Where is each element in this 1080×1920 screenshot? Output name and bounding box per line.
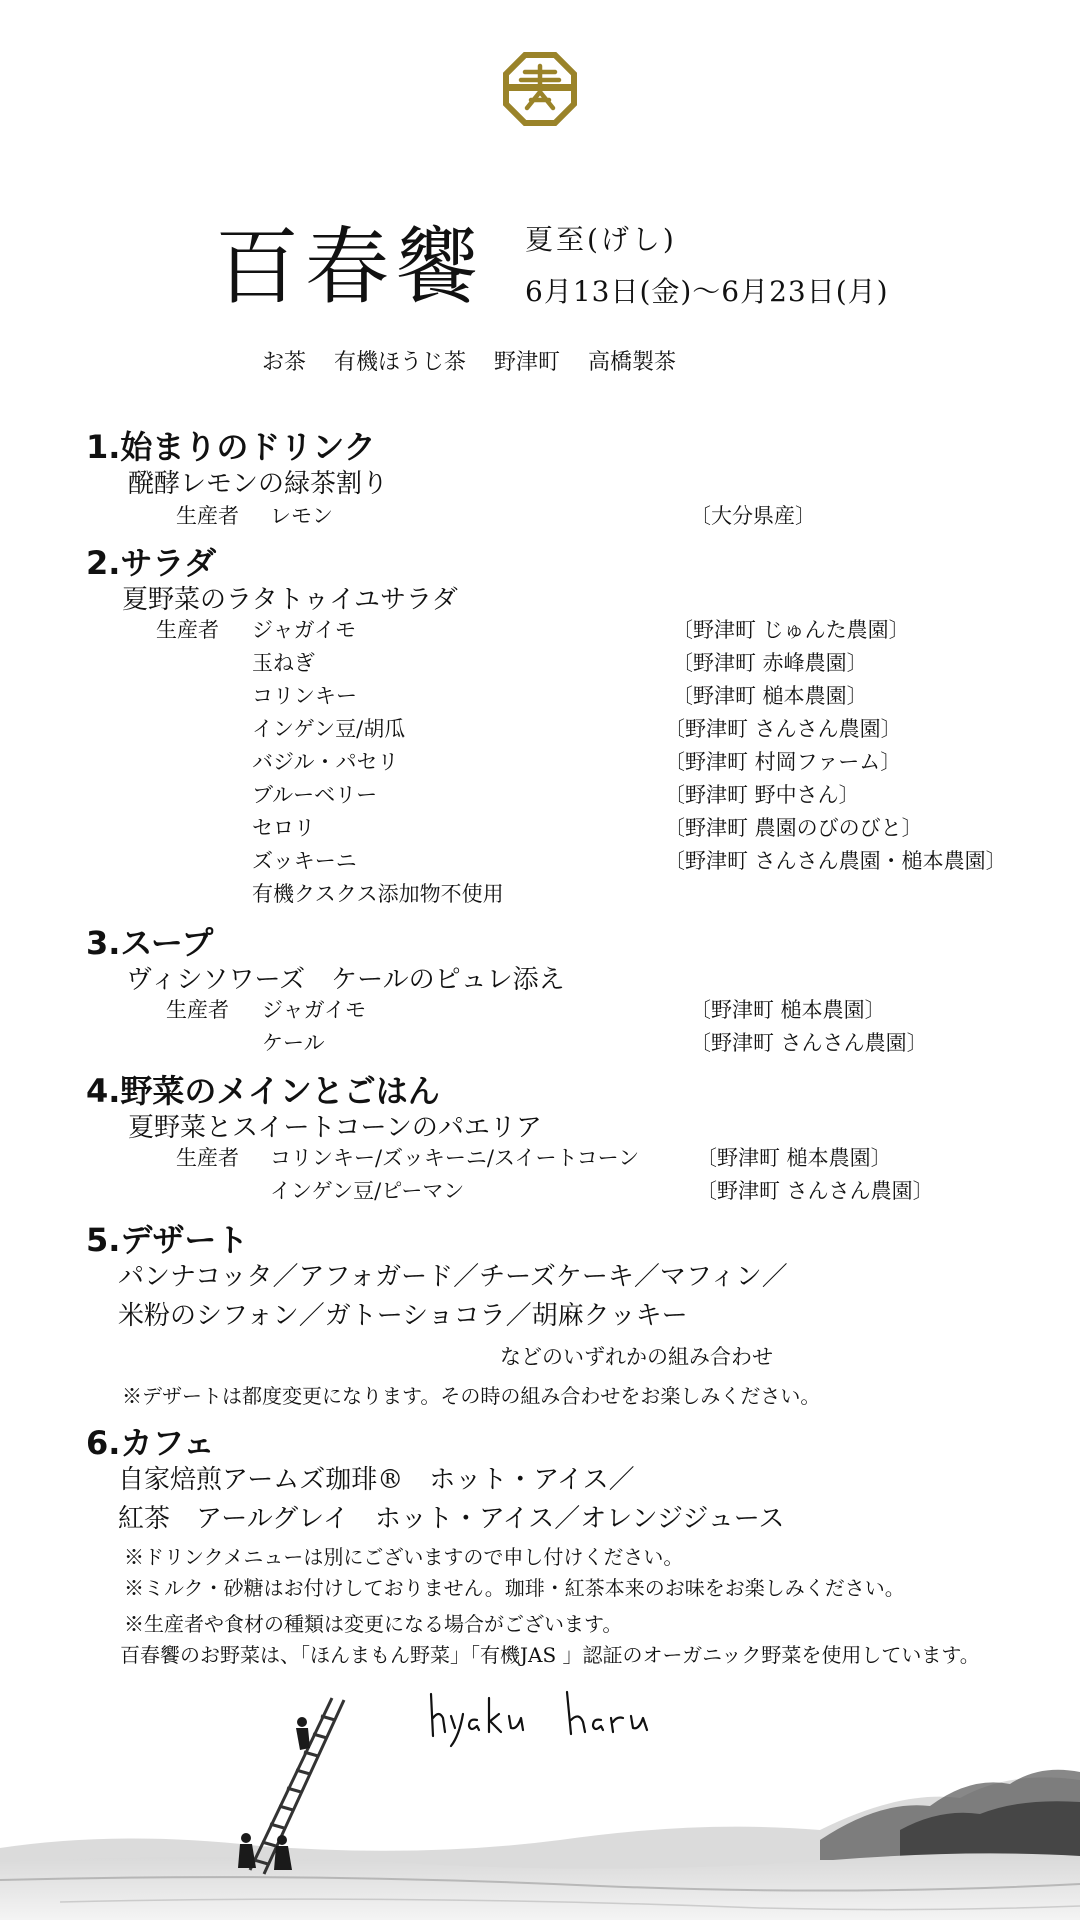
season-name: 夏至(げし)	[525, 223, 677, 256]
dessert-list-line: パンナコッタ／アフォガード／チーズケーキ／マフィン／	[118, 1262, 788, 1292]
organic-note: 百春饗のお野菜は、「ほんまもん野菜」「有機JAS 」認証のオーガニック野菜を使用しています。	[120, 1643, 980, 1667]
ingredient: 玉ねぎ	[252, 651, 315, 675]
event-dates: 6月13日(金)〜6月23日(月)	[525, 275, 889, 308]
ingredient: ジャガイモ	[252, 618, 356, 642]
ingredient: ズッキーニ	[252, 849, 357, 873]
tea-label: お茶	[262, 350, 307, 375]
tea-town: 野津町	[494, 350, 561, 375]
change-note: ※生産者や食材の種類は変更になる場合がございます。	[124, 1612, 623, 1636]
ingredient: ジャガイモ	[262, 998, 366, 1022]
cafe-line: 自家焙煎アームズ珈琲® ホット・アイス／	[118, 1465, 635, 1495]
ingredient-source: 〔野津町 さんさん農園〕	[696, 1179, 934, 1203]
ingredient-source: 〔野津町 槌本農園〕	[696, 1146, 892, 1170]
ingredient-source: 〔野津町 さんさん農園〕	[664, 717, 902, 741]
ingredient: インゲン豆/ピーマン	[270, 1179, 465, 1203]
tea-maker: 高橋製茶	[588, 350, 677, 375]
ingredient-source: 〔野津町 野中さん〕	[664, 783, 860, 807]
dish-name: ヴィシソワーズ ケールのピュレ添え	[126, 965, 565, 995]
dessert-note: ※デザートは都度変更になります。その時の組み合わせをお楽しみください。	[122, 1384, 821, 1408]
tea-name: 有機ほうじ茶	[334, 350, 467, 375]
producer-label: 生産者	[166, 998, 229, 1022]
ingredient: 有機クスクス添加物不使用	[252, 882, 504, 906]
ingredient: セロリ	[252, 816, 315, 840]
ingredient-source: 〔野津町 村岡ファーム〕	[664, 750, 902, 774]
ingredient-source: 〔野津町 槌本農園〕	[672, 684, 868, 708]
ingredient-source: 〔野津町 赤峰農園〕	[672, 651, 868, 675]
dish-name: 夏野菜のラタトゥイユサラダ	[122, 585, 458, 615]
section-title-salad: 2.サラダ	[86, 544, 217, 582]
ingredient-source: 〔大分県産〕	[690, 504, 816, 528]
ingredient: レモン	[270, 504, 333, 528]
section-title-dessert: 5.デザート	[86, 1221, 249, 1259]
ingredient-source: 〔野津町 さんさん農園・槌本農園〕	[664, 849, 1007, 873]
ingredient: コリンキー	[252, 684, 357, 708]
section-title-cafe: 6.カフェ	[86, 1424, 215, 1462]
dessert-list-line: 米粉のシフォン／ガトーショコラ／胡麻クッキー	[118, 1301, 688, 1331]
brand-title: 百春饗	[215, 218, 486, 316]
producer-label: 生産者	[156, 618, 219, 642]
ink-landscape-illustration	[0, 1680, 1080, 1920]
ingredient-source: 〔野津町 農園のびのびと〕	[664, 816, 923, 840]
ingredient-source: 〔野津町 じゅんた農園〕	[672, 618, 910, 642]
section-title-soup: 3.スープ	[86, 924, 214, 962]
ingredient: バジル・パセリ	[252, 750, 399, 774]
dish-name: 夏野菜とスイートコーンのパエリア	[128, 1113, 542, 1143]
tea-info	[262, 345, 704, 376]
dessert-combination-note: などのいずれかの組み合わせ	[500, 1345, 773, 1369]
ingredient-source: 〔野津町 さんさん農園〕	[690, 1031, 928, 1055]
ingredient: コリンキー/ズッキーニ/スイートコーン	[270, 1146, 640, 1170]
drink-note: ※ドリンクメニューは別にございますので申し付けください。	[124, 1545, 684, 1569]
ingredient: インゲン豆/胡瓜	[252, 717, 406, 741]
ingredient-source: 〔野津町 槌本農園〕	[690, 998, 886, 1022]
section-title-drink: 1.始まりのドリンク	[86, 428, 376, 466]
ingredient: ブルーベリー	[252, 783, 378, 807]
dish-name: 醗酵レモンの緑茶割り	[128, 469, 389, 499]
producer-label: 生産者	[176, 1146, 239, 1170]
milk-sugar-note: ※ミルク・砂糖はお付けしておりません。珈琲・紅茶本来のお味をお楽しみください。	[124, 1576, 905, 1600]
ingredient: ケール	[262, 1031, 325, 1055]
cafe-line: 紅茶 アールグレイ ホット・アイス／オレンジジュース	[118, 1504, 785, 1534]
section-title-main: 4.野菜のメインとごはん	[86, 1072, 440, 1110]
producer-label: 生産者	[176, 504, 239, 528]
brand-logo	[503, 52, 577, 126]
